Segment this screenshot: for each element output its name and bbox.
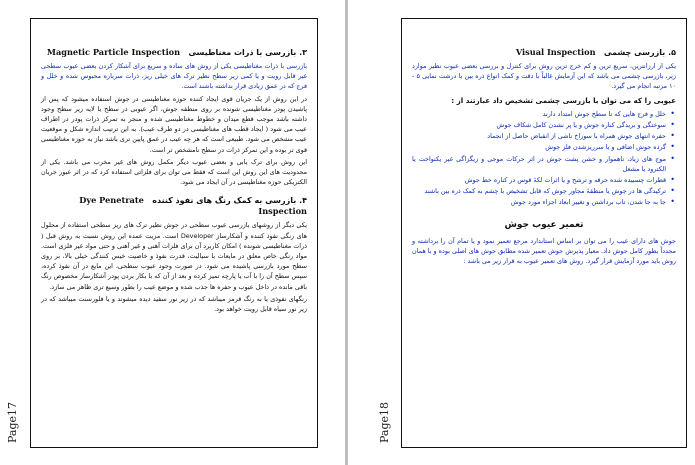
section-4-number: ۴. xyxy=(299,196,307,206)
list-item: • موج های زیاد، ناهموار و خشن پشت جوش در اثر حرکات موجی و زیگزاگی غیر یکنواخت یا الکترود یا مشعل xyxy=(412,154,666,174)
section-3-title-fa: بازرسی با ذرات مغناطیسی xyxy=(188,48,297,57)
list-item: • ترکیدگی ها در جوش یا منطقهٔ مجاور جوش که قابل تشخیص با چشم به کمک ذره بین باشند xyxy=(412,186,666,196)
list-item: • خلل و فرج هایی که تا سطح جوش امتداد دارند xyxy=(412,109,666,119)
section-4-title-fa: بازرسی به کمک رنگ های نفوذ کننده xyxy=(152,196,297,206)
section-5-paragraph-1: یکی از ارزانترین، سریع ترین و کم خرج ترین روش برای کنترل و بررسی بعضی عیوب نظیر موارد زیر، بازرسی چشمی می باشد که این آزمایش غالباً با دقت و کمک انواع ذره بین با درشت نمایی ۵ - ۱۰ مرتبه انجام می گیرد. xyxy=(412,62,676,91)
page-number-18: Page18 xyxy=(378,401,391,443)
page-number-17: Page17 xyxy=(6,401,19,443)
section-3-paragraph-1: بازرسی با ذرات مغناطیسی یکی از روش های ساده و سریع برای آشکار کردن بعضی عیوب سطحی غیر قابل رویت و یا کمی زیر سطح نظیر ترک های خیلی ریز، ذرات سرباره محبوس شده و خلل و فرج که در عمق زیادی قرار نداشته باشند است. xyxy=(41,62,307,91)
section-3-paragraph-3: این روش برای ترک یابی و بعضی عیوب دیگر مکمل روش های غیر مخرب می باشد. یکی از محدودیت های این روش این است که فقط می توان برای فلزاتی استفاده کرد که در اثر عبور جریان الکتریکی حوزه مغناطیسی در آن ایجاد می شود. xyxy=(41,157,307,187)
section-4-title-en: Dye Penetrate Inspection xyxy=(79,195,307,217)
section-5-title-fa: بازرسی چشمی xyxy=(603,48,666,57)
repair-heading: تعمیر عیوب جوش xyxy=(504,219,584,230)
right-page-content xyxy=(402,19,686,266)
defects-heading: عیوبی را که می توان با بازرسی چشمی تشخیص داد عبارتند از : xyxy=(451,95,676,105)
list-item: • سوختگی و بریدگی کناره جوش و یا پر نشدن کامل شکاف جوش xyxy=(412,120,666,130)
section-3-paragraph-2: در این روش از یک جریان قوی ایجاد کننده حوزه مغناطیسی در جوش استفاده میشود که پس از پاشیدن پودر مغناطیسی شونده بر روی منطقه جوش، اگر عیوبی در سطح یا لایه زیر سطح وجود داشته باشد موجب قطع میدان و خطوط مغناطیسی شده و منجر به تمرکز ذرات پودر در اطراف عیب می شود ( ایجاد قطب های مغناطیسی در دو طرف عیب). به این ترتیب اندازه شکل و موقعیت عیب مشخص می شود. طبیعی است که هر چه عیب در عمق پایین تری باشد نیاز به حوزه مغناطیسی قوی تر بوده و این تمرکز ذرات در سطح نامشخص تر است. xyxy=(41,94,307,154)
section-4-heading xyxy=(41,195,307,217)
repair-paragraph-1: جوش های دارای عیب را می توان بر اساس استاندارد مرجع تعمیر نمود و یا تمام آن را برداشته و مجدداً بطور کامل جوش داد. معیار پذیرش جوش تعمیر شده مطابق جوش های اصلی بوده و با همان روش باید مورد آزمایش قرار گیرد. روش های تعمیر عیوب به قرار زیر می باشد : xyxy=(412,236,676,266)
section-5-heading xyxy=(412,47,676,58)
list-item: • گرده جوش اضافی و یا سرریزشدن فلز جوش xyxy=(412,142,666,152)
section-3-title-en: Magnetic Particle Inspection xyxy=(46,47,181,57)
section-3-number: ۳. xyxy=(299,48,307,57)
section-5-title-en: Visual Inspection xyxy=(515,47,596,57)
defects-list xyxy=(412,109,676,208)
section-3-heading xyxy=(41,47,307,58)
list-item: • حفره انتهای جوش همراه با سوراخ ناشی از انقباض حاصل از انجماد xyxy=(412,131,666,141)
right-page-frame xyxy=(401,18,687,448)
section-5-number: ۵. xyxy=(668,48,676,57)
list-item: • جا به جا شدن، تاب برداشتن و تغییر ابعاد اجزاء مورد جوش xyxy=(412,197,666,207)
list-item: • قطرات چسبیده شده جرقه و ترشح و یا اثرات لکهٔ قوس در کناره خط جوش xyxy=(412,175,666,185)
left-page-frame xyxy=(30,18,318,448)
left-page-content xyxy=(31,19,317,314)
section-4-paragraph-1: یکی دیگر از روشهای بازرسی عیوب سطحی در جوش نظیر ترک های ریز سطحی استفاده از محلول های رنگی نفوذ کننده و آشکارساز Developer است. مزیت عمده این روش نسبت به روش قبل ( ذرات مغناطیسی شونده ) امکان کاربرد آن برای فلزات آهنی و غیر آهنی و حتی مواد غیر فلزی است. مواد رنگی خاص معلق در مایعات با سیالیت، قدرت نفوذ و خاصیت خیس کنندگی خیلی بالا، بر روی سطح مورد بازرسی پاشیده می شود. در صورت وجود عیوب سطحی، این مایع در آن نفوذ کرده، سپس سطح آن را با آب یا پارچه تمیز کرده و بعد از آن که با بکار بردن پودر آشکارساز مخصوص رنگ باقی مانده در داخل عیوب و حفره ها جذب شده و موضع عیب را بطور وسیع تری ظاهر می سازد. xyxy=(41,221,308,291)
section-4-paragraph-2: رنگهای نفوذی یا به رنگ قرمز میباشد که در زیر نور سفید دیده میشوند و یا فلورسنت میباشد که در زیر نور سیاه قابل رویت خواهد بود. xyxy=(41,294,307,314)
